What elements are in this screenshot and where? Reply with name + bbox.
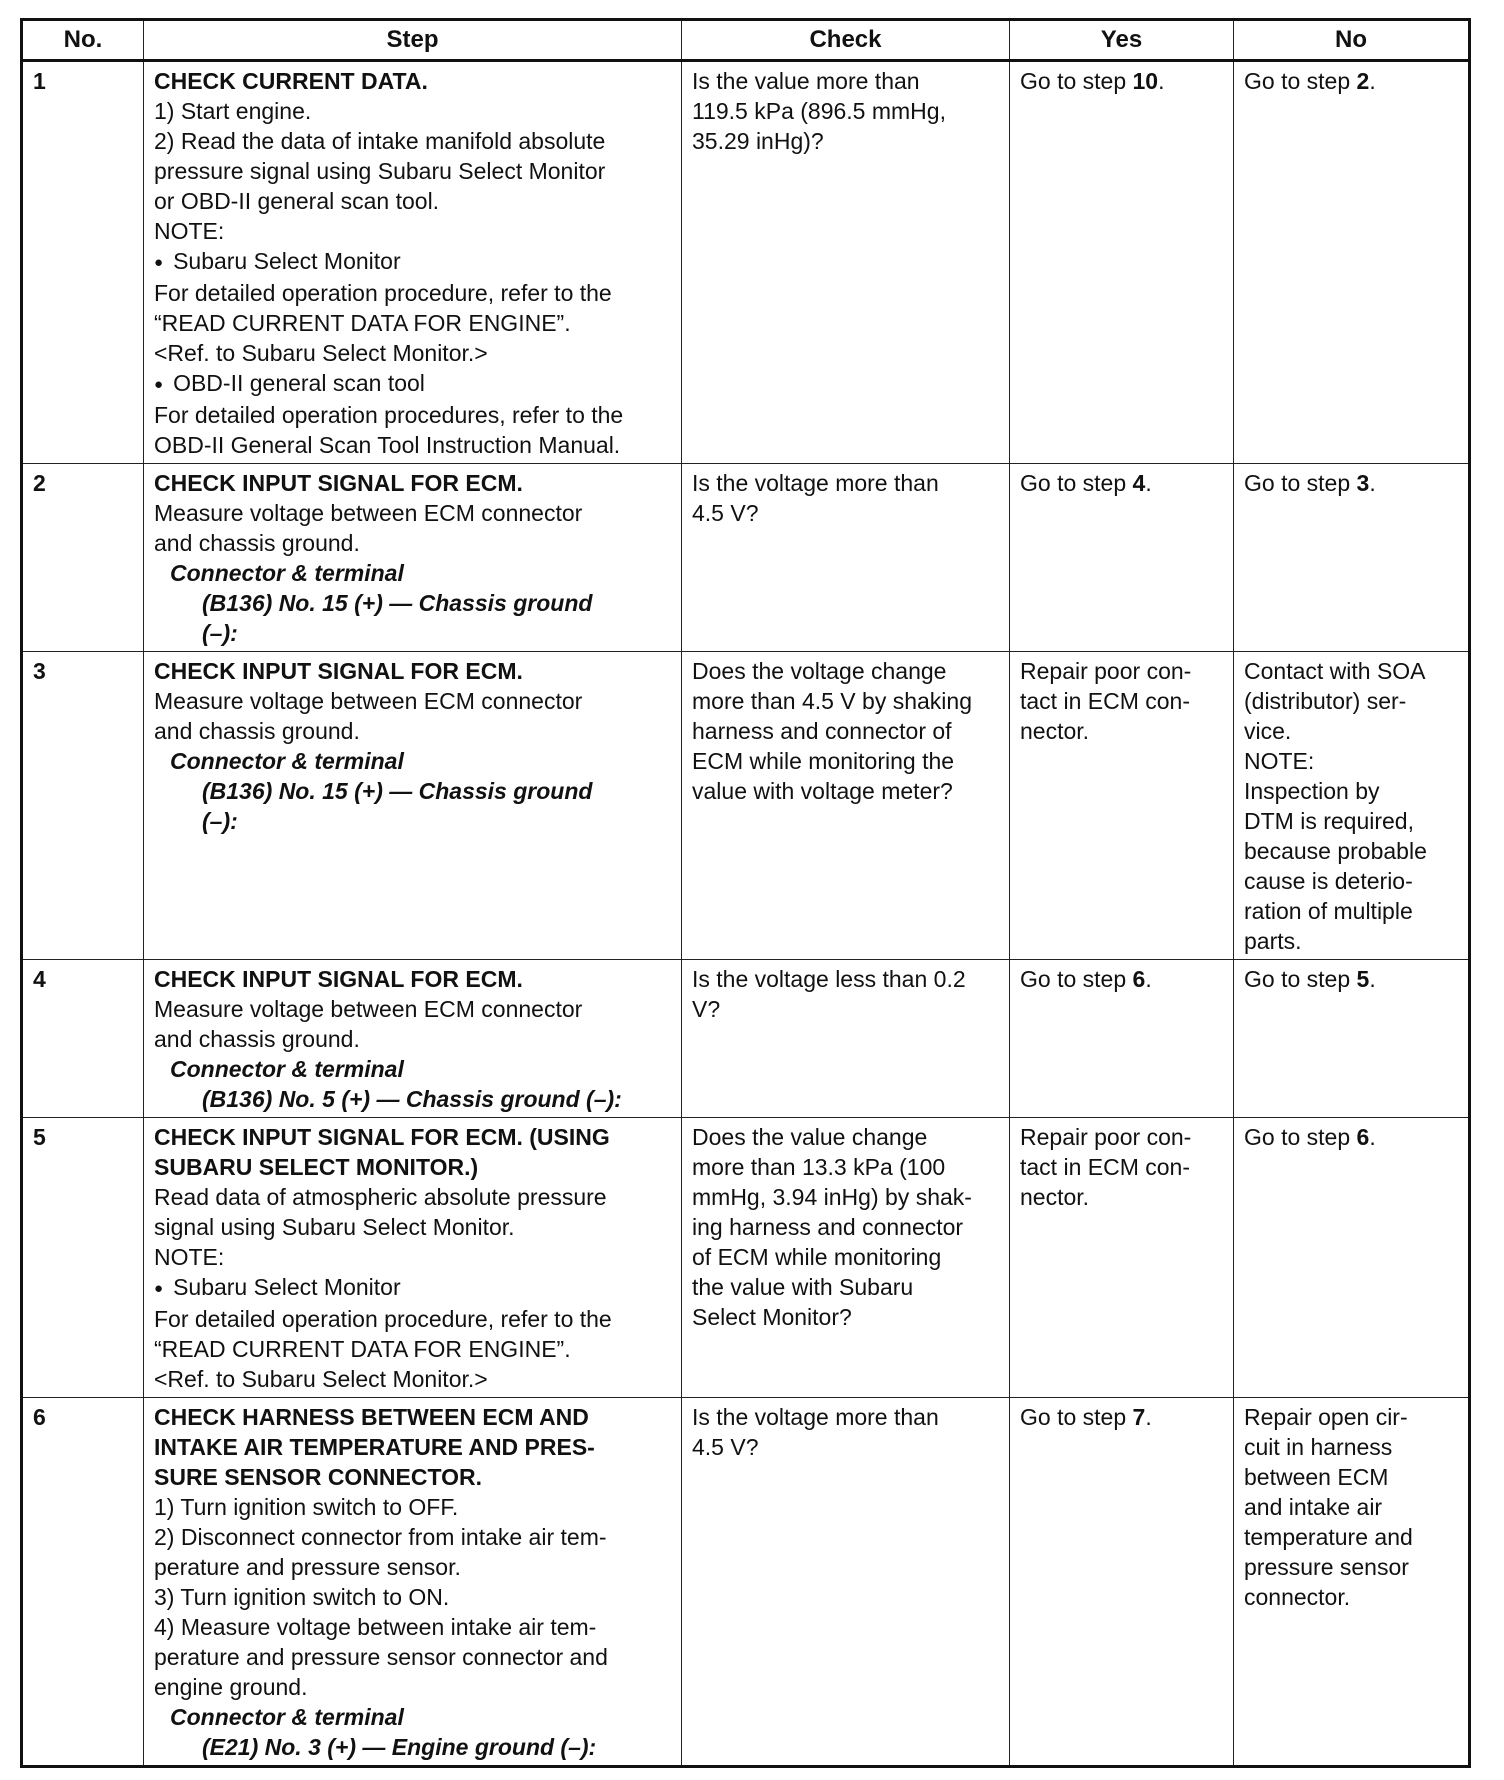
step-title: CHECK CURRENT DATA. <box>154 68 428 94</box>
yes-line: nector. <box>1020 1184 1090 1210</box>
step-number: 3 <box>22 652 144 960</box>
check-line: V? <box>692 996 721 1022</box>
step-line: 4) Measure voltage between intake air tem- <box>154 1614 597 1640</box>
step-cell <box>144 464 682 652</box>
connector-terminal-spec: (B136) No. 15 (+) — Chassis ground <box>202 778 593 804</box>
no-end: . <box>1369 966 1376 992</box>
yes-end: . <box>1145 1404 1152 1430</box>
check-cell <box>682 1398 1010 1767</box>
no-text: Go to step <box>1244 470 1357 496</box>
step-line: <Ref. to Subaru Select Monitor.> <box>154 340 488 366</box>
connector-terminal-label: Connector & terminal <box>170 1056 404 1082</box>
step-line: 1) Turn ignition switch to OFF. <box>154 1494 459 1520</box>
no-end: . <box>1369 470 1376 496</box>
check-line: of ECM while monitoring <box>692 1244 942 1270</box>
check-line: value with voltage meter? <box>692 778 953 804</box>
check-line: mmHg, 3.94 inHg) by shak- <box>692 1184 972 1210</box>
no-step-ref: 3 <box>1356 470 1370 496</box>
no-line: cause is deterio- <box>1244 868 1413 894</box>
header-step: Step <box>144 20 682 61</box>
check-line: ing harness and connector <box>692 1214 964 1240</box>
no-line: parts. <box>1244 928 1302 954</box>
step-number: 4 <box>22 960 144 1118</box>
yes-step-ref: 6 <box>1132 966 1146 992</box>
step-line: 2) Read the data of intake manifold absolute <box>154 128 606 154</box>
check-line: Select Monitor? <box>692 1304 852 1330</box>
no-cell <box>1234 464 1470 652</box>
check-line: 4.5 V? <box>692 500 759 526</box>
yes-cell <box>1010 61 1234 464</box>
step-line: For detailed operation procedure, refer to the <box>154 1306 612 1332</box>
step-line: “READ CURRENT DATA FOR ENGINE”. <box>154 310 571 336</box>
no-line: Repair open cir- <box>1244 1404 1408 1430</box>
no-text: Go to step <box>1244 68 1357 94</box>
step-title: CHECK INPUT SIGNAL FOR ECM. <box>154 658 523 684</box>
no-cell <box>1234 1398 1470 1767</box>
header-no-result: No <box>1234 20 1470 61</box>
step-number: 5 <box>22 1118 144 1398</box>
no-cell <box>1234 960 1470 1118</box>
step-line: engine ground. <box>154 1674 308 1700</box>
step-number: 2 <box>22 464 144 652</box>
note-label: NOTE: <box>154 218 225 244</box>
step-line: and chassis ground. <box>154 718 360 744</box>
step-line: Measure voltage between ECM connector <box>154 688 583 714</box>
note-label: NOTE: <box>154 1244 225 1270</box>
yes-cell <box>1010 960 1234 1118</box>
bullet-item: ● OBD-II general scan tool <box>154 368 671 400</box>
step-cell <box>144 1118 682 1398</box>
check-cell <box>682 960 1010 1118</box>
yes-text: Go to step <box>1020 68 1133 94</box>
table-header-row <box>22 20 1470 61</box>
step-cell <box>144 652 682 960</box>
step-line: <Ref. to Subaru Select Monitor.> <box>154 1366 488 1392</box>
step-line: Read data of atmospheric absolute pressure <box>154 1184 607 1210</box>
step-line: For detailed operation procedure, refer to the <box>154 280 612 306</box>
yes-cell <box>1010 652 1234 960</box>
no-line: (distributor) ser- <box>1244 688 1407 714</box>
check-line: Does the value change <box>692 1124 928 1150</box>
step-line: pressure signal using Subaru Select Monitor <box>154 158 606 184</box>
step-title: CHECK INPUT SIGNAL FOR ECM. <box>154 470 523 496</box>
step-cell <box>144 1398 682 1767</box>
step-title: CHECK INPUT SIGNAL FOR ECM. (USING <box>154 1124 610 1150</box>
check-cell <box>682 61 1010 464</box>
step-line: OBD-II General Scan Tool Instruction Manual. <box>154 432 621 458</box>
no-step-ref: 2 <box>1356 68 1370 94</box>
yes-cell <box>1010 464 1234 652</box>
step-line: 2) Disconnect connector from intake air tem- <box>154 1524 607 1550</box>
table-row <box>22 1118 1470 1398</box>
no-step-ref: 6 <box>1356 1124 1370 1150</box>
step-cell <box>144 960 682 1118</box>
no-line: between ECM <box>1244 1464 1389 1490</box>
yes-text: Go to step <box>1020 966 1133 992</box>
check-line: 119.5 kPa (896.5 mmHg, <box>692 98 946 124</box>
check-line: Is the voltage more than <box>692 470 939 496</box>
check-line: Is the voltage less than 0.2 <box>692 966 966 992</box>
step-title: CHECK HARNESS BETWEEN ECM AND <box>154 1404 589 1430</box>
yes-step-ref: 7 <box>1132 1404 1146 1430</box>
yes-text: Go to step <box>1020 1404 1133 1430</box>
check-line: Is the value more than <box>692 68 920 94</box>
yes-text: Go to step <box>1020 470 1133 496</box>
step-title: INTAKE AIR TEMPERATURE AND PRES- <box>154 1434 595 1460</box>
step-line: 3) Turn ignition switch to ON. <box>154 1584 450 1610</box>
connector-terminal-spec: (E21) No. 3 (+) — Engine ground (–): <box>202 1734 597 1760</box>
check-line: more than 4.5 V by shaking <box>692 688 972 714</box>
no-text: Go to step <box>1244 966 1357 992</box>
connector-terminal-label: Connector & terminal <box>170 748 404 774</box>
yes-end: . <box>1158 68 1165 94</box>
no-cell <box>1234 1118 1470 1398</box>
no-text: Go to step <box>1244 1124 1357 1150</box>
no-cell <box>1234 61 1470 464</box>
check-line: Is the voltage more than <box>692 1404 939 1430</box>
step-line: 1) Start engine. <box>154 98 312 124</box>
check-line: more than 13.3 kPa (100 <box>692 1154 946 1180</box>
connector-terminal-label: Connector & terminal <box>170 1704 404 1730</box>
step-line: perature and pressure sensor. <box>154 1554 461 1580</box>
step-line: signal using Subaru Select Monitor. <box>154 1214 515 1240</box>
header-no: No. <box>22 20 144 61</box>
no-line: because probable <box>1244 838 1427 864</box>
no-step-ref: 5 <box>1356 966 1370 992</box>
yes-line: tact in ECM con- <box>1020 1154 1190 1180</box>
check-line: the value with Subaru <box>692 1274 914 1300</box>
header-check: Check <box>682 20 1010 61</box>
no-line: pressure sensor <box>1244 1554 1409 1580</box>
table-row <box>22 464 1470 652</box>
no-line: ration of multiple <box>1244 898 1413 924</box>
no-line: DTM is required, <box>1244 808 1414 834</box>
no-end: . <box>1369 68 1376 94</box>
table-row <box>22 960 1470 1118</box>
step-line: Measure voltage between ECM connector <box>154 500 583 526</box>
step-line: For detailed operation procedures, refer to the <box>154 402 624 428</box>
check-line: 35.29 inHg)? <box>692 128 824 154</box>
yes-step-ref: 10 <box>1132 68 1159 94</box>
check-cell <box>682 464 1010 652</box>
step-cell <box>144 61 682 464</box>
table-row <box>22 652 1470 960</box>
check-line: 4.5 V? <box>692 1434 759 1460</box>
step-title: SURE SENSOR CONNECTOR. <box>154 1464 483 1490</box>
yes-line: Repair poor con- <box>1020 1124 1192 1150</box>
step-title: CHECK INPUT SIGNAL FOR ECM. <box>154 966 523 992</box>
no-line: connector. <box>1244 1584 1351 1610</box>
yes-step-ref: 4 <box>1132 470 1146 496</box>
no-line: Inspection by <box>1244 778 1380 804</box>
no-cell <box>1234 652 1470 960</box>
step-line: “READ CURRENT DATA FOR ENGINE”. <box>154 1336 571 1362</box>
step-number: 6 <box>22 1398 144 1767</box>
bullet-item: ● Subaru Select Monitor <box>154 246 671 278</box>
step-line: perature and pressure sensor connector and <box>154 1644 608 1670</box>
step-line: and chassis ground. <box>154 530 360 556</box>
check-cell <box>682 1118 1010 1398</box>
check-cell <box>682 652 1010 960</box>
yes-cell <box>1010 1118 1234 1398</box>
connector-terminal-spec: (B136) No. 5 (+) — Chassis ground (–): <box>202 1086 622 1112</box>
header-yes: Yes <box>1010 20 1234 61</box>
diagnostic-page <box>20 18 1468 1768</box>
no-line: vice. <box>1244 718 1292 744</box>
yes-end: . <box>1145 966 1152 992</box>
check-line: Does the voltage change <box>692 658 947 684</box>
connector-terminal-spec: (B136) No. 15 (+) — Chassis ground <box>202 590 593 616</box>
diagnostic-table <box>20 18 1471 1768</box>
step-title: SUBARU SELECT MONITOR.) <box>154 1154 479 1180</box>
yes-cell <box>1010 1398 1234 1767</box>
table-row <box>22 61 1470 464</box>
connector-terminal-spec: (–): <box>202 808 238 834</box>
yes-line: tact in ECM con- <box>1020 688 1190 714</box>
step-line: or OBD-II general scan tool. <box>154 188 440 214</box>
no-end: . <box>1369 1124 1376 1150</box>
step-line: and chassis ground. <box>154 1026 360 1052</box>
connector-terminal-label: Connector & terminal <box>170 560 404 586</box>
no-line: temperature and <box>1244 1524 1413 1550</box>
no-line: and intake air <box>1244 1494 1383 1520</box>
step-number: 1 <box>22 61 144 464</box>
yes-line: nector. <box>1020 718 1090 744</box>
table-row <box>22 1398 1470 1767</box>
check-line: ECM while monitoring the <box>692 748 955 774</box>
check-line: harness and connector of <box>692 718 952 744</box>
connector-terminal-spec: (–): <box>202 620 238 646</box>
no-line: NOTE: <box>1244 748 1315 774</box>
bullet-item: ● Subaru Select Monitor <box>154 1272 671 1304</box>
yes-line: Repair poor con- <box>1020 658 1192 684</box>
no-line: Contact with SOA <box>1244 658 1426 684</box>
yes-end: . <box>1145 470 1152 496</box>
no-line: cuit in harness <box>1244 1434 1393 1460</box>
step-line: Measure voltage between ECM connector <box>154 996 583 1022</box>
